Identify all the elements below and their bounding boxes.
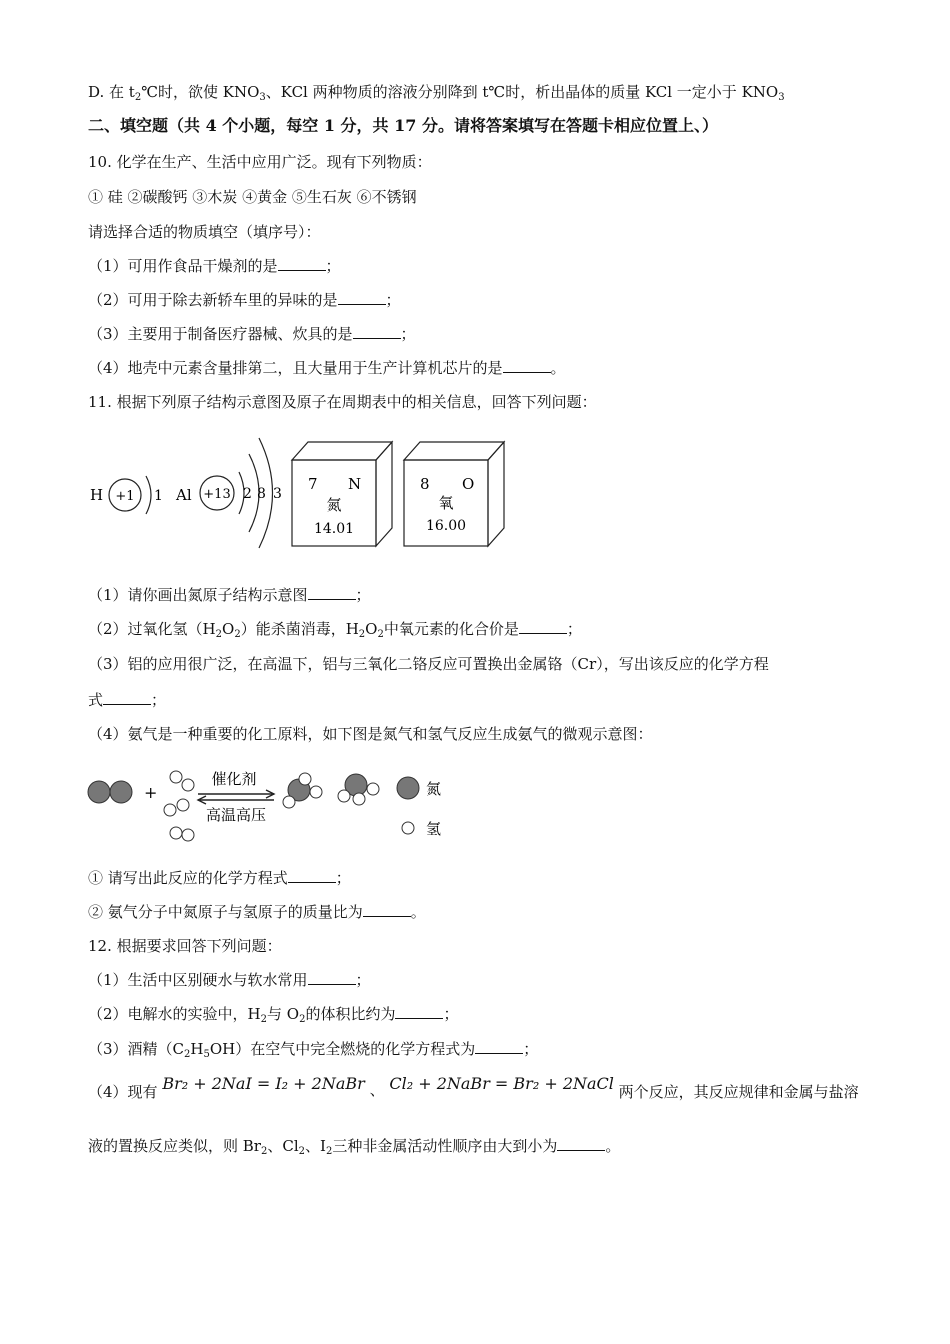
answer-blank[interactable] [475,1039,523,1054]
periodic-cell-n [292,442,392,546]
nitrogen-atom [110,781,132,803]
q10-sub1 [88,256,341,276]
q11-sub3-line2 [88,690,166,710]
equation-1: Br₂ + 2NaI = I₂ + 2NaBr [162,1074,365,1093]
question-text: （3）酒精（C [88,1040,185,1058]
option-d-text: 、KCl 两种物质的溶液分别降到 t℃时，析出晶体的质量 KCl 一定小于 KNO [265,83,779,101]
subscript: 3 [778,92,785,103]
subscript: 2 [358,629,366,640]
question-text: ① 请写出此反应的化学方程式 [88,869,288,887]
hydrogen-atom [177,799,189,811]
punct: ； [385,291,401,309]
cell-n-symbol: N [348,475,362,493]
q11-sub2 [88,619,582,639]
question-text: O [365,620,378,638]
answer-blank[interactable] [103,690,151,705]
q10-instruction: 请选择合适的物质填空（填序号）： [88,223,321,241]
plus-sign: + [144,783,158,802]
answer-blank[interactable] [557,1136,605,1151]
question-text: 、I [305,1137,326,1155]
hydrogen-atom [338,790,350,802]
al-nucleus-charge: +13 [203,487,231,502]
q10-options: ① 硅 ②碳酸钙 ③木炭 ④黄金 ⑤生石灰 ⑥不锈钢 [88,188,417,206]
question-text: （4）现有 [88,1083,158,1101]
q10-sub3 [88,324,416,344]
answer-blank[interactable] [503,358,551,373]
catalyst-label: 催化剂 [211,770,257,788]
question-text: 三种非金属活动性顺序由大到小为 [332,1137,558,1155]
answer-blank[interactable] [278,256,326,271]
subscript: 2 [215,629,223,640]
question-text: O [222,620,235,638]
subscript: 3 [259,92,266,103]
q12-sub1 [88,970,371,990]
cell-o-mass: 16.00 [425,518,467,534]
q11-sub4: （4）氨气是一种重要的化工原料，如下图是氮气和氢气反应生成氨气的微观示意图： [88,725,653,743]
question-text: （1）请你画出氮原子结构示意图 [88,586,308,604]
q10-sub4 [88,358,566,378]
answer-blank[interactable] [308,970,356,985]
subscript: 2 [299,1014,306,1025]
punct: ； [151,691,167,709]
hydrogen-atom [182,829,194,841]
al-shell-count: 2 [243,486,252,502]
question-text: H [190,1040,204,1058]
punct: ； [355,586,371,604]
conditions-label: 高温高压 [205,806,267,824]
hydrogen-atom [182,779,194,791]
subscript: 5 [203,1049,210,1060]
q12-sub3 [88,1039,538,1059]
hydrogen-atom [170,827,182,839]
punct: ； [443,1005,459,1023]
punct: ； [400,325,416,343]
q10-sub2 [88,290,401,310]
section-title: 二、填空题（共 4 个小题，每空 1 分，共 17 分。请将答案填写在答题卡相应位置上、） [88,116,718,135]
cell-o-symbol: O [462,475,475,493]
hydrogen-atom [170,771,182,783]
question-text: ）能杀菌消毒，H [240,620,359,638]
subscript: 2 [134,92,142,103]
q12-sub4-line2 [88,1136,620,1156]
q12-sub4-line1 [88,1074,859,1102]
punct: ； [355,971,371,989]
hydrogen-atom [299,773,311,785]
punct: ； [523,1040,539,1058]
question-text: 与 O [267,1005,300,1023]
q11-sub4-q1 [88,868,351,888]
punct: 。 [605,1137,621,1155]
equation-2: Cl₂ + 2NaBr = Br₂ + 2NaCl [389,1074,614,1093]
answer-blank[interactable] [308,585,356,600]
question-text: ② 氨气分子中氮原子与氢原子的质量比为 [88,903,363,921]
atomic-structure-figure [86,432,506,552]
subscript: 2 [234,629,241,640]
punct: ； [566,620,582,638]
punct: 。 [550,359,566,377]
h-shell-count: 1 [154,488,163,504]
nitrogen-atom [88,781,110,803]
punct: ； [335,869,351,887]
question-text: 中氧元素的化合价是 [383,620,519,638]
al-symbol: Al [176,486,192,504]
question-text: 液的置换反应类似，则 Br [88,1137,261,1155]
reaction-micro-diagram [86,762,466,852]
cell-o-number: 8 [420,475,430,493]
question-text: 的体积比约为 [305,1005,396,1023]
al-shell-count: 3 [273,486,282,502]
question-text: OH）在空气中完全燃烧的化学方程式为 [209,1040,476,1058]
question-text: 两个反应，其反应规律和金属与盐溶 [618,1083,859,1101]
answer-blank[interactable] [288,868,336,883]
legend-nitrogen-label: 氮 [426,780,442,798]
q11-stem: 11. 根据下列原子结构示意图及原子在周期表中的相关信息，回答下列问题： [88,393,597,411]
subscript: 2 [260,1014,268,1025]
option-d [88,82,785,102]
answer-blank[interactable] [519,619,567,634]
subscript: 2 [298,1146,305,1157]
option-d-text: ℃时，欲使 KNO [141,83,260,101]
question-text: （1）生活中区别硬水与软水常用 [88,971,308,989]
subscript: 2 [184,1049,191,1060]
cell-o-name: 氧 [438,494,454,512]
subscript: 2 [325,1146,333,1157]
question-text: （2）电解水的实验中，H [88,1005,261,1023]
answer-blank[interactable] [395,1004,443,1019]
q12-sub2 [88,1004,459,1024]
question-text: （2）可用于除去新轿车里的异味的是 [88,291,338,309]
hydrogen-atom [164,804,176,816]
question-text: （2）过氧化氢（H [88,620,216,638]
q11-sub4-q2 [88,902,426,922]
q12-stem: 12. 根据要求回答下列问题： [88,937,282,955]
h-nucleus-charge: +1 [115,489,135,504]
legend-nitrogen-icon [397,777,419,799]
subscript: 2 [377,629,384,640]
punct: ； [325,257,341,275]
cell-n-name: 氮 [326,496,342,514]
question-text: （4）地壳中元素含量排第二，且大量用于生产计算机芯片的是 [88,359,503,377]
al-shell-count: 8 [257,486,266,502]
question-text: 式 [88,691,104,709]
answer-blank[interactable] [363,902,411,917]
legend-hydrogen-icon [402,822,414,834]
question-text: （3）主要用于制备医疗器械、炊具的是 [88,325,353,343]
hydrogen-atom [367,783,379,795]
cell-n-mass: 14.01 [313,521,355,537]
cell-n-number: 7 [308,475,318,493]
hydrogen-atom [310,786,322,798]
legend-hydrogen-label: 氢 [426,820,442,838]
answer-blank[interactable] [353,324,401,339]
hydrogen-atom [283,796,295,808]
separator: 、 [369,1081,385,1099]
option-d-text: D. 在 t [88,83,135,101]
answer-blank[interactable] [338,290,386,305]
question-text: （1）可用作食品干燥剂的是 [88,257,278,275]
question-text: 、Cl [267,1137,299,1155]
q11-sub3-line1: （3）铝的应用很广泛，在高温下，铝与三氧化二铬反应可置换出金属铬（Cr），写出该反应的化学方程 [88,655,769,673]
q10-stem: 10. 化学在生产、生活中应用广泛。现有下列物质： [88,153,432,171]
h-symbol: H [90,486,104,504]
punct: 。 [410,903,426,921]
h-shell-arc [146,476,151,514]
hydrogen-atom [353,793,365,805]
periodic-cell-o [404,442,504,546]
subscript: 2 [260,1146,268,1157]
q11-sub1 [88,585,371,605]
